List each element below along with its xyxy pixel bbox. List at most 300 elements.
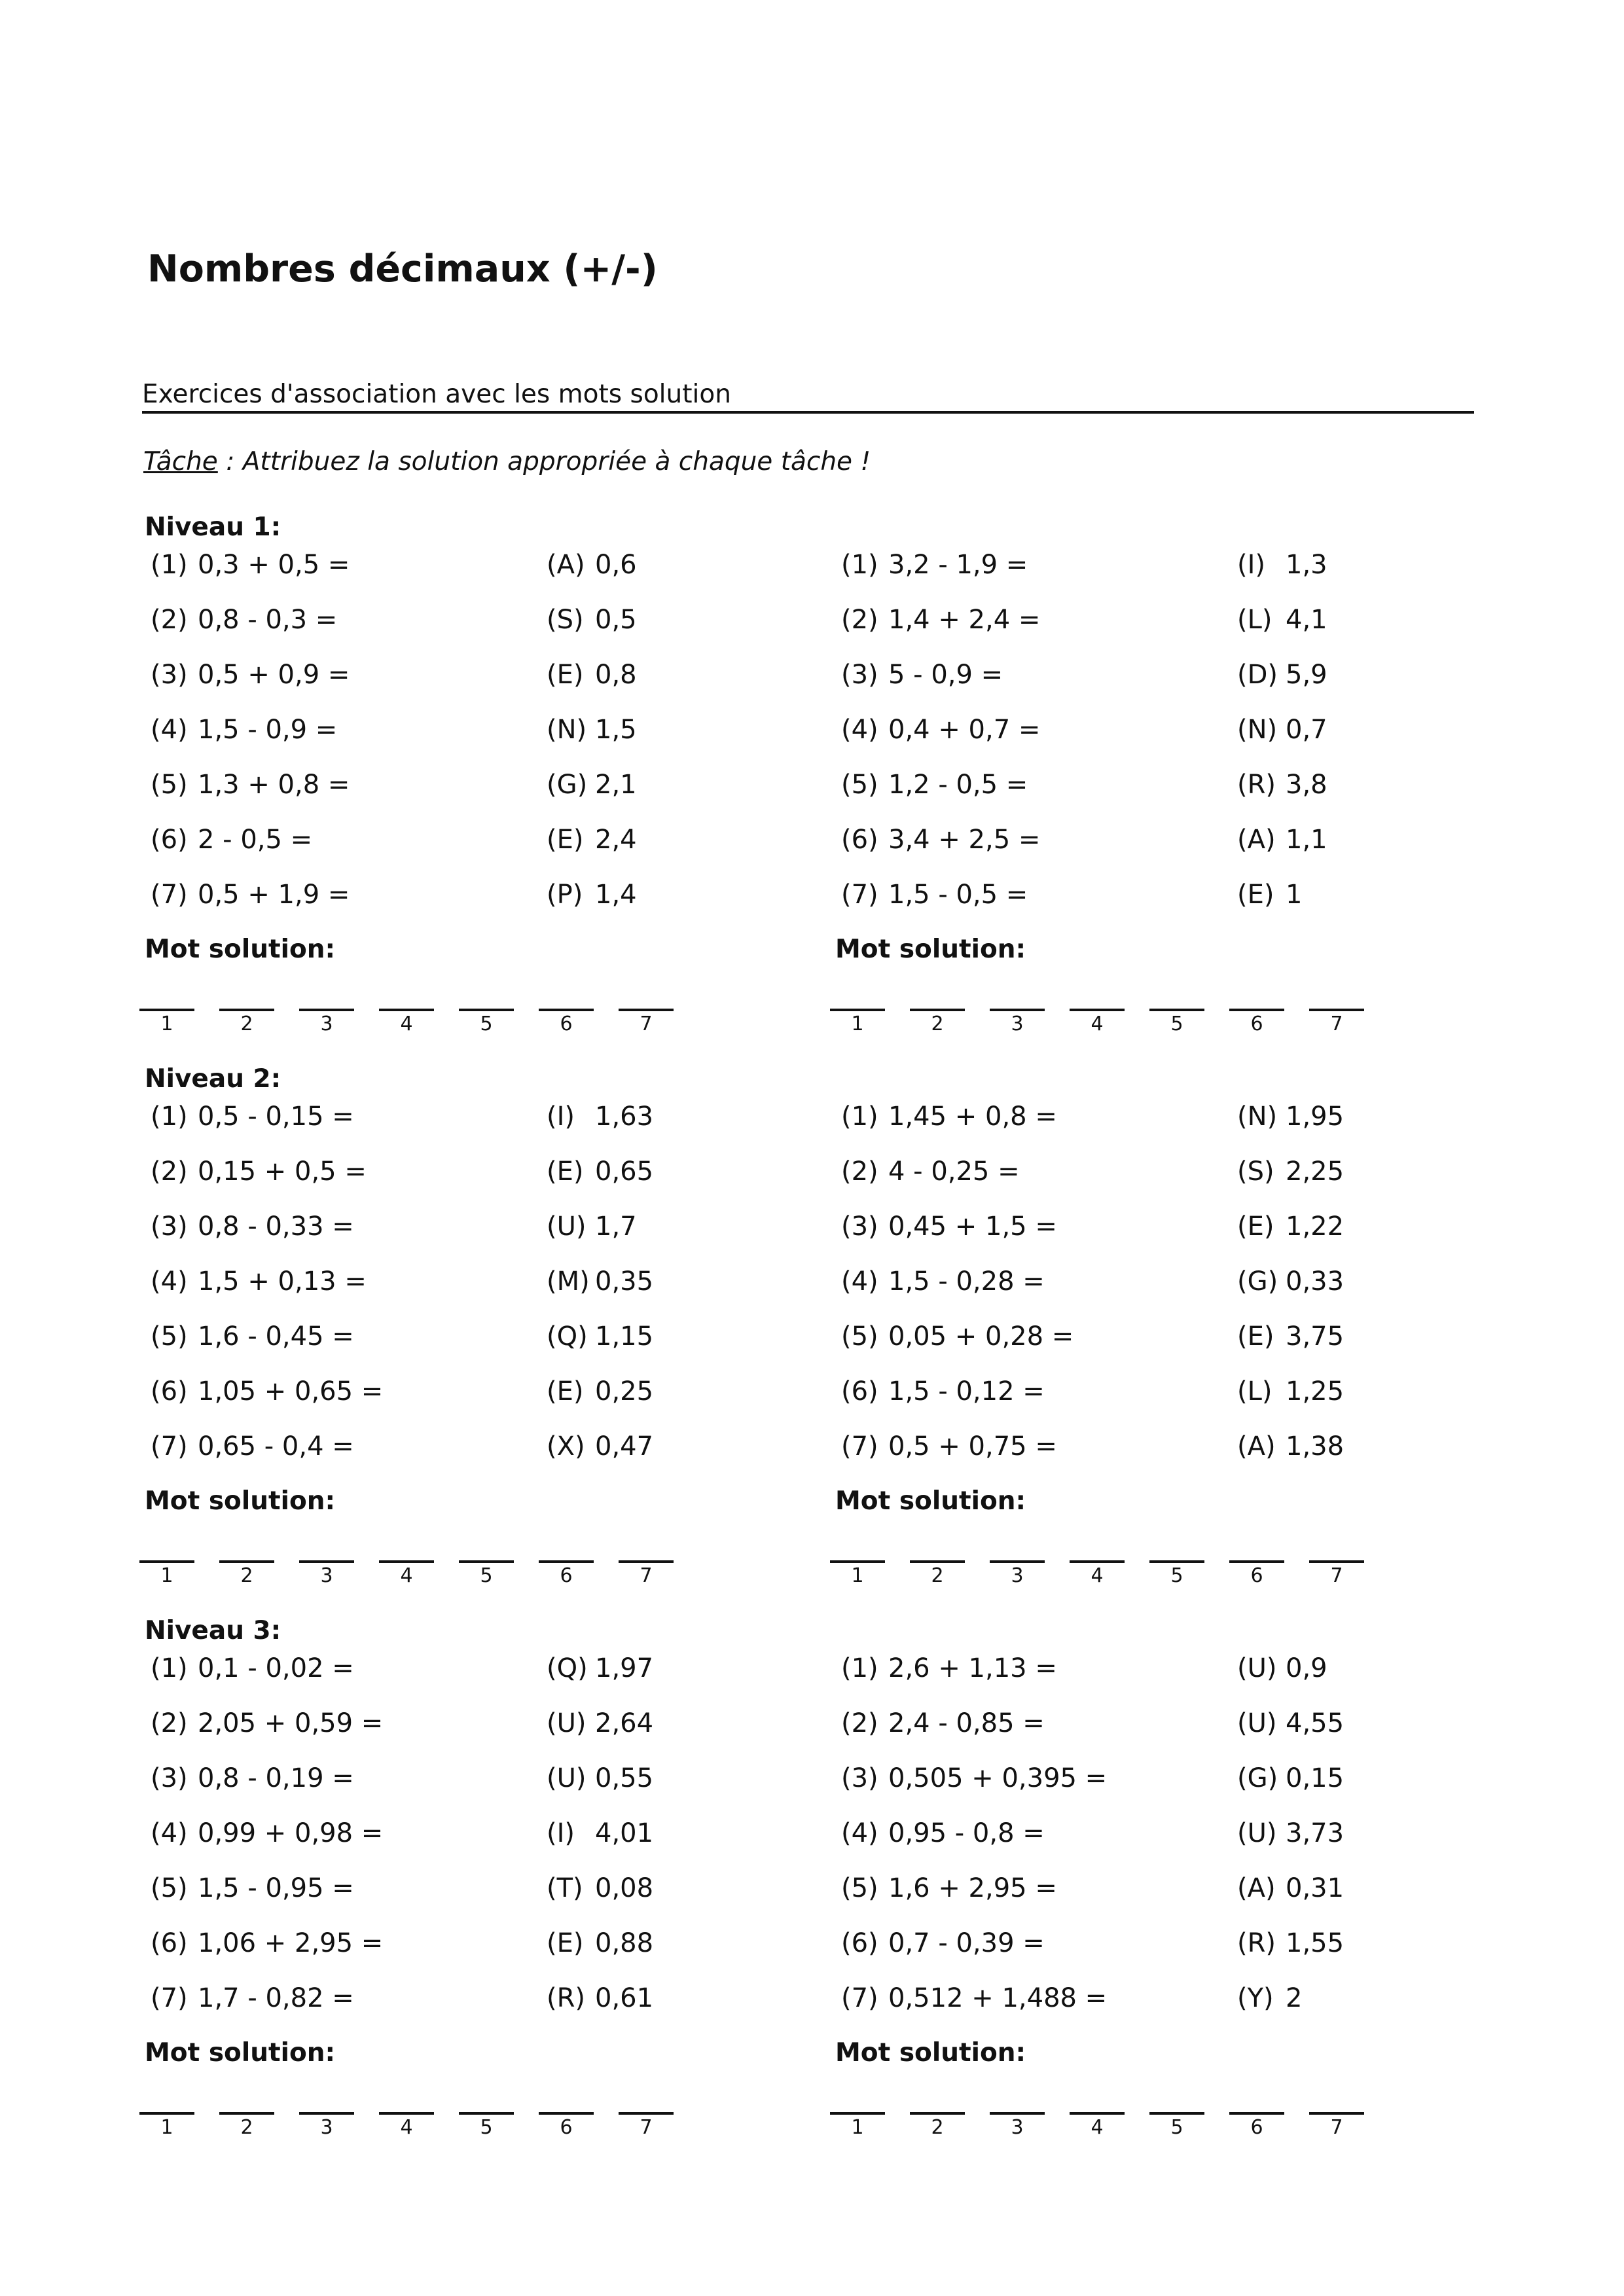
question [841,715,1040,745]
answer-choice [1237,1873,1344,1903]
answer-letter: (G) [547,770,588,800]
answer-letter: (I) [1237,550,1266,580]
blank-number: 3 [320,1564,333,1587]
solution-letter-blank[interactable] [1229,1009,1284,1037]
question [841,880,1028,910]
answer-letter: (U) [547,1708,586,1738]
solution-letter-blank[interactable] [1149,1009,1204,1037]
answer-choice [547,770,637,800]
blank-number: 4 [1091,2116,1104,2139]
answer-value: 0,15 [1286,1763,1344,1793]
answer-choice [547,550,637,580]
question-number: (2) [841,605,878,635]
question [841,1102,1057,1132]
blank-number: 2 [240,1564,253,1587]
answer-letter: (Q) [547,1653,588,1683]
question-expression: 1,3 + 0,8 = [198,770,350,800]
solution-word-label: Mot solution: [145,2038,336,2068]
level-heading: Niveau 2: [145,1064,281,1094]
solution-letter-blank[interactable] [1229,1560,1284,1589]
answer-letter: (E) [1237,880,1274,910]
question-number: (4) [841,715,878,745]
answer-value: 1,5 [595,715,637,745]
solution-letter-blank[interactable] [1309,2112,1364,2141]
question-number: (3) [151,1211,188,1242]
answer-choice [547,880,637,910]
answer-choice [1237,715,1327,745]
question-number: (3) [841,1211,878,1242]
question [151,1983,354,2013]
question-number: (1) [151,1653,188,1683]
answer-letter: (A) [547,550,585,580]
answer-choice [547,1376,653,1407]
answer-letter: (R) [1237,1928,1276,1958]
answer-value: 0,8 [595,660,637,690]
question-number: (7) [151,1983,188,2013]
question-expression: 0,3 + 0,5 = [198,550,350,580]
question-number: (6) [841,1376,878,1407]
solution-letter-blank[interactable] [139,2112,194,2141]
solution-letter-blank[interactable] [1149,1560,1204,1589]
blank-number: 3 [320,1013,333,1035]
answer-value: 1,63 [595,1102,654,1132]
question-number: (5) [841,1873,878,1903]
answer-choice [1237,1653,1327,1683]
question [151,1102,354,1132]
solution-letter-blank[interactable] [379,2112,434,2141]
answer-letter: (I) [547,1102,575,1132]
answer-choice [1237,1818,1344,1848]
blank-number: 2 [240,1013,253,1035]
question-expression: 0,15 + 0,5 = [198,1157,367,1187]
blank-number: 4 [400,1564,413,1587]
question-expression: 5 - 0,9 = [888,660,1003,690]
answer-choice [547,1983,653,2013]
blank-number: 3 [320,2116,333,2139]
answer-choice [1237,1266,1344,1297]
answer-choice [1237,550,1327,580]
question-number: (2) [841,1157,878,1187]
answer-choice [1237,825,1327,855]
question [151,1376,383,1407]
answer-letter: (D) [1237,660,1278,690]
answer-choice [547,660,637,690]
question-number: (5) [841,770,878,800]
solution-letter-blank[interactable] [910,1009,965,1037]
task-label: Tâche [143,447,218,476]
question-expression: 1,5 - 0,5 = [888,880,1028,910]
question-expression: 2,05 + 0,59 = [198,1708,384,1738]
answer-choice [1237,880,1302,910]
answer-value: 0,88 [595,1928,654,1958]
question-number: (6) [151,1376,188,1407]
answer-value: 1,22 [1286,1211,1344,1242]
answer-letter: (E) [547,1157,584,1187]
answer-choice [1237,1983,1302,2013]
question-expression: 3,2 - 1,9 = [888,550,1028,580]
answer-letter: (E) [547,825,584,855]
question-expression: 0,8 - 0,33 = [198,1211,354,1242]
answer-value: 1,7 [595,1211,637,1242]
answer-choice [547,605,637,635]
answer-letter: (U) [547,1211,586,1242]
question-expression: 0,5 + 0,9 = [198,660,350,690]
solution-letter-blank[interactable] [1229,2112,1284,2141]
answer-choice [547,1818,653,1848]
question-expression: 0,45 + 1,5 = [888,1211,1057,1242]
blank-number: 5 [480,1013,493,1035]
question-number: (7) [151,1431,188,1462]
solution-letter-blank[interactable] [299,1009,354,1037]
question-number: (4) [151,715,188,745]
answer-value: 1,55 [1286,1928,1344,1958]
answer-letter: (E) [547,1928,584,1958]
question-expression: 0,95 - 0,8 = [888,1818,1045,1848]
answer-letter: (I) [547,1818,575,1848]
answer-choice [1237,1708,1344,1738]
question-expression: 0,5 - 0,15 = [198,1102,354,1132]
answer-value: 0,25 [595,1376,654,1407]
solution-letter-blank[interactable] [379,1560,434,1589]
question-number: (3) [841,660,878,690]
answer-letter: (U) [1237,1818,1277,1848]
solution-letter-blank[interactable] [910,1560,965,1589]
question-number: (6) [151,1928,188,1958]
question-expression: 1,5 + 0,13 = [198,1266,367,1297]
answer-choice [1237,770,1327,800]
task-instruction [143,447,871,476]
solution-letter-blank[interactable] [990,1009,1045,1037]
question-expression: 3,4 + 2,5 = [888,825,1041,855]
question-number: (1) [841,1102,878,1132]
solution-letter-blank[interactable] [219,1009,274,1037]
question [841,1376,1045,1407]
answer-value: 0,5 [595,605,637,635]
question-number: (3) [841,1763,878,1793]
question-number: (5) [151,1873,188,1903]
blank-number: 1 [851,1564,864,1587]
blank-number: 7 [640,2116,653,2139]
answer-value: 0,31 [1286,1873,1344,1903]
blank-number: 3 [1011,1564,1024,1587]
answer-value: 0,9 [1286,1653,1327,1683]
question-number: (5) [151,1321,188,1352]
answer-letter: (G) [1237,1266,1278,1297]
blank-number: 6 [1250,1564,1263,1587]
answer-letter: (N) [1237,715,1278,745]
answer-letter: (S) [547,605,584,635]
question-expression: 0,1 - 0,02 = [198,1653,354,1683]
blank-number: 5 [1170,2116,1183,2139]
solution-letter-blank[interactable] [1149,2112,1204,2141]
answer-letter: (U) [547,1763,586,1793]
question-expression: 2,4 - 0,85 = [888,1708,1045,1738]
question-number: (3) [151,1763,188,1793]
question [841,825,1040,855]
solution-letter-blank[interactable] [459,1009,514,1037]
answer-letter: (G) [1237,1763,1278,1793]
answer-letter: (T) [547,1873,583,1903]
answer-letter: (A) [1237,1873,1276,1903]
blank-number: 6 [560,2116,573,2139]
question [841,1763,1107,1793]
solution-letter-blank[interactable] [619,1560,674,1589]
question [841,1653,1057,1683]
answer-choice [547,1653,653,1683]
solution-letter-blank[interactable] [910,2112,965,2141]
blank-number: 5 [480,2116,493,2139]
question [151,825,312,855]
question-number: (7) [841,1983,878,2013]
solution-letter-blank[interactable] [619,2112,674,2141]
answer-value: 3,75 [1286,1321,1344,1352]
question [151,1708,383,1738]
question-expression: 0,65 - 0,4 = [198,1431,354,1462]
solution-letter-blank[interactable] [1309,1560,1364,1589]
question-expression: 0,99 + 0,98 = [198,1818,384,1848]
blank-number: 4 [400,2116,413,2139]
answer-choice [547,1928,653,1958]
blank-number: 1 [160,1013,173,1035]
question-number: (4) [151,1266,188,1297]
solution-word-label: Mot solution: [145,935,336,964]
question-expression: 1,6 - 0,45 = [198,1321,354,1352]
task-text: : Attribuez la solution appropriée à chaque tâche ! [217,447,871,476]
question-expression: 1,06 + 2,95 = [198,1928,384,1958]
question-expression: 4 - 0,25 = [888,1157,1020,1187]
blank-number: 5 [1170,1013,1183,1035]
blank-number: 7 [1330,2116,1343,2139]
solution-letter-blank[interactable] [1070,2112,1125,2141]
blank-number: 5 [480,1564,493,1587]
question-number: (3) [151,660,188,690]
question-expression: 0,8 - 0,3 = [198,605,338,635]
question [151,550,350,580]
answer-choice [1237,1102,1344,1132]
question [151,1321,354,1352]
question-number: (2) [841,1708,878,1738]
question [841,1873,1057,1903]
question [841,770,1028,800]
question [841,550,1028,580]
solution-letter-blank[interactable] [299,1560,354,1589]
page-title: Nombres décimaux (+/-) [147,247,658,291]
answer-letter: (L) [1237,1376,1272,1407]
question [151,1211,354,1242]
question [151,770,350,800]
question [841,1928,1045,1958]
answer-value: 2,64 [595,1708,654,1738]
solution-letter-blank[interactable] [830,1560,885,1589]
answer-choice [547,1873,653,1903]
answer-choice [547,1157,653,1187]
blank-number: 7 [1330,1564,1343,1587]
question-expression: 1,5 - 0,9 = [198,715,338,745]
answer-value: 0,61 [595,1983,654,2013]
answer-value: 1,1 [1286,825,1327,855]
solution-letter-blank[interactable] [299,2112,354,2141]
answer-value: 0,7 [1286,715,1327,745]
answer-letter: (E) [1237,1211,1274,1242]
question [151,715,337,745]
solution-letter-blank[interactable] [139,1009,194,1037]
question-number: (2) [151,1708,188,1738]
question [151,605,337,635]
question-number: (1) [841,550,878,580]
answer-value: 4,01 [595,1818,654,1848]
solution-letter-blank[interactable] [139,1560,194,1589]
solution-letter-blank[interactable] [619,1009,674,1037]
answer-letter: (A) [1237,1431,1276,1462]
question-number: (7) [151,880,188,910]
question [841,1157,1020,1187]
question [151,1431,354,1462]
answer-letter: (Y) [1237,1983,1274,2013]
question [841,1818,1045,1848]
answer-value: 0,33 [1286,1266,1344,1297]
answer-letter: (R) [547,1983,586,2013]
solution-letter-blank[interactable] [539,1009,594,1037]
question-expression: 1,2 - 0,5 = [888,770,1028,800]
answer-value: 1 [1286,880,1303,910]
solution-letter-blank[interactable] [459,2112,514,2141]
answer-value: 2,25 [1286,1157,1344,1187]
question-expression: 2,6 + 1,13 = [888,1653,1057,1683]
question [151,1928,383,1958]
answer-value: 1,3 [1286,550,1327,580]
answer-choice [1237,1376,1344,1407]
blank-number: 2 [931,2116,944,2139]
question-number: (5) [151,770,188,800]
solution-letter-blank[interactable] [539,1560,594,1589]
answer-letter: (E) [547,660,584,690]
blank-number: 6 [560,1564,573,1587]
question-expression: 1,05 + 0,65 = [198,1376,384,1407]
question [151,1266,367,1297]
answer-value: 2,1 [595,770,637,800]
question-expression: 1,7 - 0,82 = [198,1983,354,2013]
question [841,1431,1057,1462]
answer-letter: (E) [1237,1321,1274,1352]
answer-value: 1,25 [1286,1376,1344,1407]
question-expression: 1,5 - 0,28 = [888,1266,1045,1297]
answer-choice [547,1763,653,1793]
answer-value: 0,55 [595,1763,654,1793]
solution-letter-blank[interactable] [830,1009,885,1037]
question-expression: 0,05 + 0,28 = [888,1321,1074,1352]
blank-number: 3 [1011,1013,1024,1035]
question-number: (1) [841,1653,878,1683]
blank-number: 2 [240,2116,253,2139]
answer-letter: (U) [1237,1653,1277,1683]
answer-letter: (Q) [547,1321,588,1352]
question-number: (7) [841,1431,878,1462]
blank-number: 7 [640,1013,653,1035]
answer-choice [547,1431,653,1462]
answer-value: 0,08 [595,1873,654,1903]
question [841,1266,1045,1297]
answer-choice [547,1211,637,1242]
question [841,1983,1107,2013]
blank-number: 7 [1330,1013,1343,1035]
blank-number: 2 [931,1564,944,1587]
answer-value: 1,97 [595,1653,654,1683]
answer-letter: (R) [1237,770,1276,800]
answer-value: 1,4 [595,880,637,910]
question-number: (1) [151,1102,188,1132]
solution-letter-blank[interactable] [459,1560,514,1589]
answer-choice [1237,605,1327,635]
answer-letter: (M) [547,1266,590,1297]
blank-number: 1 [851,2116,864,2139]
answer-value: 0,6 [595,550,637,580]
blank-number: 4 [1091,1564,1104,1587]
question-expression: 1,6 + 2,95 = [888,1873,1057,1903]
answer-choice [547,1321,653,1352]
question-number: (2) [151,1157,188,1187]
answer-choice [547,825,637,855]
answer-choice [1237,660,1327,690]
question-number: (4) [841,1266,878,1297]
solution-letter-blank[interactable] [219,2112,274,2141]
answer-value: 1,15 [595,1321,654,1352]
level-heading: Niveau 3: [145,1616,281,1645]
blank-number: 1 [160,2116,173,2139]
answer-letter: (E) [547,1376,584,1407]
answer-letter: (N) [547,715,587,745]
answer-value: 0,47 [595,1431,654,1462]
solution-letter-blank[interactable] [990,1560,1045,1589]
question-expression: 0,5 + 0,75 = [888,1431,1057,1462]
answer-letter: (X) [547,1431,585,1462]
solution-letter-blank[interactable] [830,2112,885,2141]
answer-value: 4,1 [1286,605,1327,635]
answer-letter: (S) [1237,1157,1274,1187]
answer-value: 0,35 [595,1266,654,1297]
blank-number: 3 [1011,2116,1024,2139]
answer-choice [547,715,637,745]
solution-letter-blank[interactable] [379,1009,434,1037]
solution-word-label: Mot solution: [835,2038,1026,2068]
blank-number: 5 [1170,1564,1183,1587]
question-expression: 0,8 - 0,19 = [198,1763,354,1793]
answer-value: 2 [1286,1983,1303,2013]
solution-letter-blank[interactable] [539,2112,594,2141]
answer-choice [1237,1928,1344,1958]
blank-number: 1 [160,1564,173,1587]
answer-value: 0,65 [595,1157,654,1187]
blank-number: 4 [1091,1013,1104,1035]
solution-letter-blank[interactable] [1070,1009,1125,1037]
answer-choice [547,1102,653,1132]
question [841,1211,1057,1242]
question-number: (7) [841,880,878,910]
solution-letter-blank[interactable] [1070,1560,1125,1589]
question-expression: 1,4 + 2,4 = [888,605,1041,635]
blank-number: 4 [400,1013,413,1035]
solution-letter-blank[interactable] [219,1560,274,1589]
question [841,605,1040,635]
question-number: (4) [841,1818,878,1848]
answer-value: 3,8 [1286,770,1327,800]
question-number: (4) [151,1818,188,1848]
question-number: (6) [151,825,188,855]
question-expression: 0,505 + 0,395 = [888,1763,1108,1793]
solution-letter-blank[interactable] [990,2112,1045,2141]
solution-letter-blank[interactable] [1309,1009,1364,1037]
answer-choice [1237,1431,1344,1462]
question [151,1818,383,1848]
